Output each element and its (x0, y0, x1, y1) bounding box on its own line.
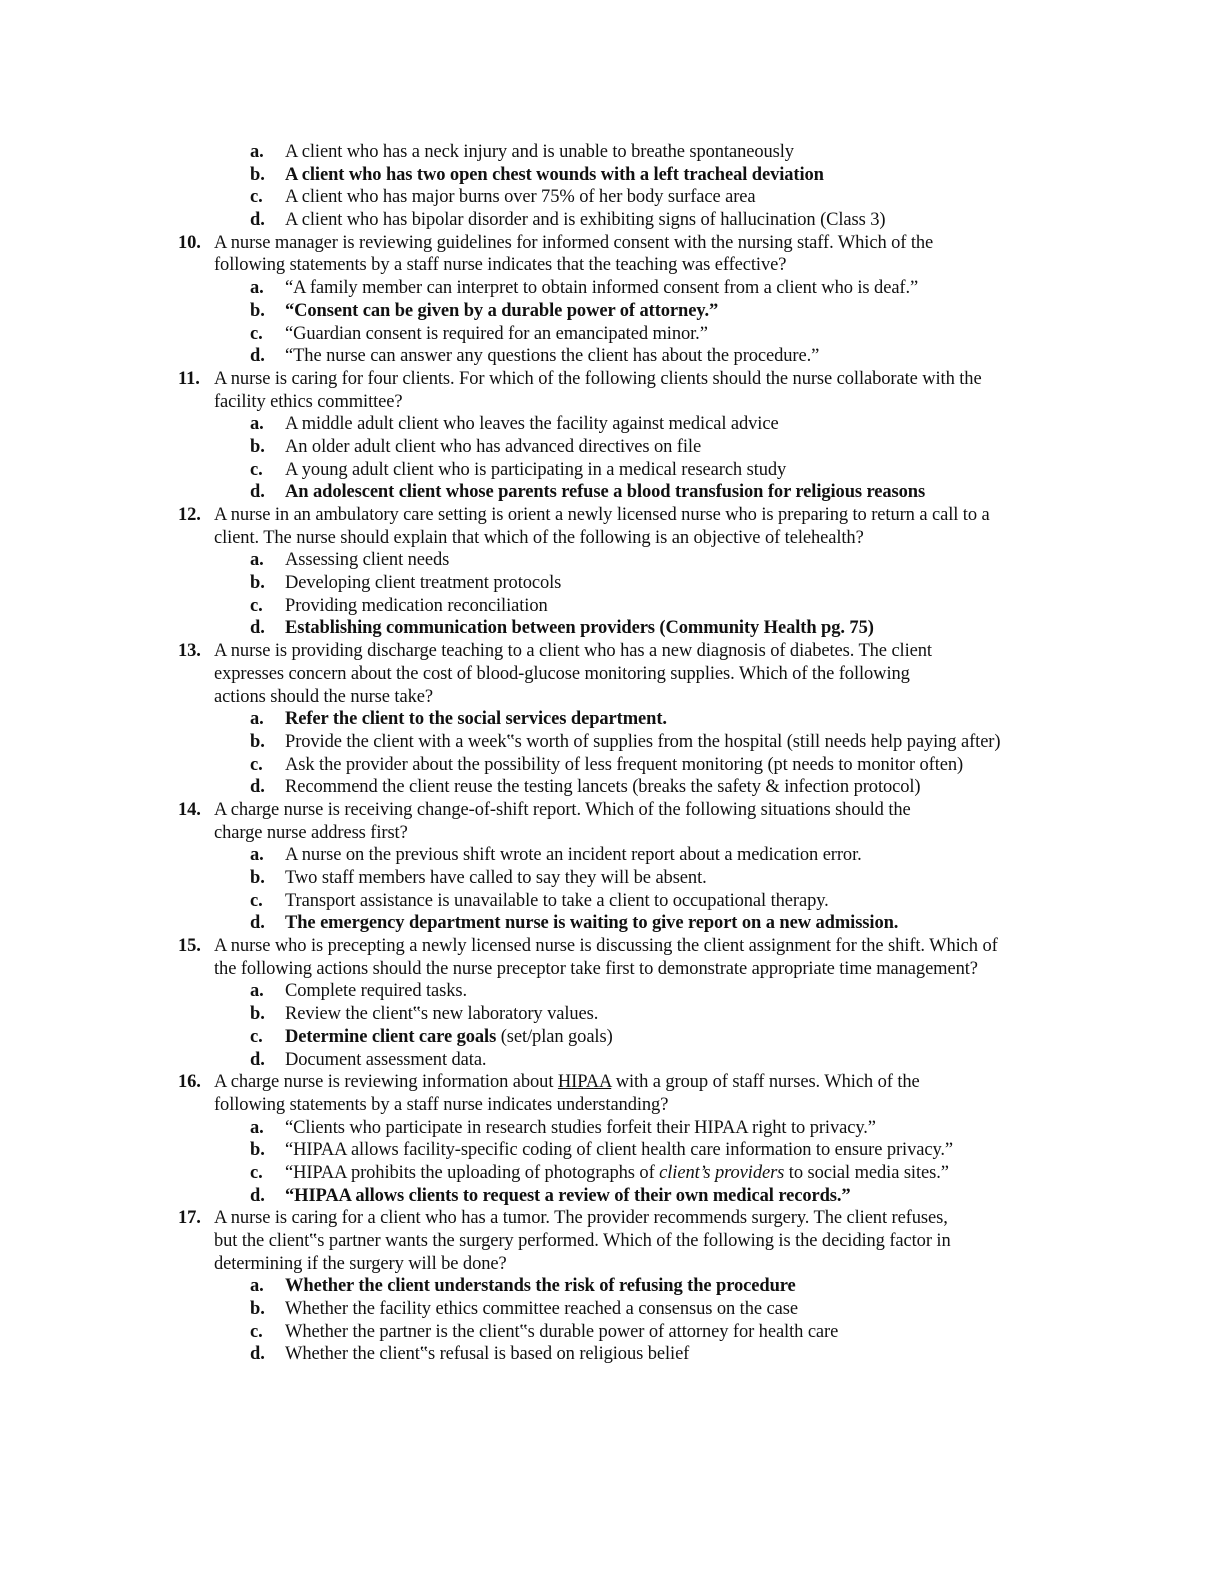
option-text (285, 413, 779, 436)
question-text (214, 232, 933, 255)
question-continuation (0, 686, 1224, 709)
answer-option (0, 1162, 1224, 1185)
option-text (285, 459, 786, 482)
bold-answer-text: An adolescent client whose parents refuse a blood transfusion for religious reasons (285, 482, 926, 503)
option-text (285, 1139, 953, 1162)
answer-option (0, 1049, 1224, 1072)
question-continuation (0, 958, 1224, 981)
answer-option (0, 1321, 1224, 1344)
bold-answer-text: “HIPAA allows clients to request a review of their own medical records.” (285, 1185, 851, 1206)
underlined-term: HIPAA (557, 1072, 612, 1093)
answer-option (0, 277, 1224, 300)
question-number: 11. (178, 368, 200, 389)
text-run: A client who has bipolar disorder and is exhibiting signs of hallucination (Class 3) (285, 210, 886, 231)
text-run: A client who has major burns over 75% of her body surface area (285, 187, 756, 208)
question-continuation (0, 391, 1224, 414)
answer-option (0, 1003, 1224, 1026)
option-letter: b. (250, 731, 265, 752)
text-run: Two staff members have called to say they will be absent. (285, 868, 707, 888)
option-text (285, 277, 918, 300)
text-run: A middle adult client who leaves the facility against medical advice (285, 414, 779, 435)
answer-option (0, 1026, 1224, 1049)
text-run: “HIPAA prohibits the uploading of photographs of (285, 1162, 660, 1183)
answer-option (0, 595, 1224, 618)
text-run: to social media sites.” (784, 1162, 949, 1183)
question-text (214, 254, 786, 277)
text-run: An older adult client who has advanced directives on file (285, 436, 702, 457)
option-text (285, 776, 921, 799)
text-run: “Clients who participate in research studies forfeit their HIPAA right to privacy.” (285, 1117, 876, 1138)
option-letter: c. (250, 1321, 263, 1342)
question-line (0, 368, 1224, 391)
question-continuation (0, 1230, 1224, 1253)
text-run: Whether the client‟s refusal is based on religious belief (285, 1344, 690, 1365)
answer-option (0, 481, 1224, 504)
text-run: A nurse on the previous shift wrote an incident report about a medication error. (285, 845, 862, 866)
text-run: but the client‟s partner wants the surgery performed. Which of the following is the deciding factor in (214, 1231, 951, 1251)
answer-option (0, 731, 1224, 754)
option-letter: b. (250, 436, 265, 457)
question-continuation (0, 663, 1224, 686)
bold-answer-text: The emergency department nurse is waiting to give report on a new admission. (285, 913, 899, 934)
answer-option (0, 436, 1224, 459)
question-continuation (0, 822, 1224, 845)
answer-option (0, 141, 1224, 164)
answer-option (0, 164, 1224, 187)
text-run: Whether the facility ethics committee reached a consensus on the case (285, 1299, 798, 1320)
text-run: A nurse in an ambulatory care setting is orient a newly licensed nurse who is preparing to return a call to a (214, 505, 990, 525)
text-run: expresses concern about the cost of blood-glucose monitoring supplies. Which of the following (214, 663, 910, 684)
text-run: with a group of staff nurses. Which of the (611, 1072, 920, 1093)
question-number: 13. (178, 641, 201, 662)
text-run: following statements by a staff nurse indicates that the teaching was effective? (214, 255, 787, 276)
text-run: “The nurse can answer any questions the client has about the procedure.” (285, 346, 820, 367)
option-text (285, 1117, 876, 1140)
option-text (285, 867, 707, 890)
text-run: Complete required tasks. (285, 981, 468, 1002)
option-letter: d. (250, 1049, 265, 1070)
question-number: 14. (178, 799, 201, 820)
question-text (214, 527, 864, 550)
option-text (285, 1003, 598, 1026)
question-text (214, 1230, 951, 1253)
answer-option (0, 776, 1224, 799)
option-letter: b. (250, 1140, 265, 1161)
text-run: A nurse is caring for four clients. For which of the following clients should the nurse collaborate with the (214, 368, 982, 389)
answer-option (0, 549, 1224, 572)
text-run: “Guardian consent is required for an emancipated minor.” (285, 323, 708, 344)
option-letter: c. (250, 323, 263, 344)
option-letter: a. (250, 981, 264, 1002)
answer-option (0, 867, 1224, 890)
question-continuation (0, 527, 1224, 550)
option-text (285, 595, 548, 618)
answer-option (0, 459, 1224, 482)
question-line (0, 1207, 1224, 1230)
question-number: 17. (178, 1208, 201, 1229)
text-run: A charge nurse is reviewing information about (214, 1072, 558, 1093)
question-number: 15. (178, 936, 201, 957)
option-letter: d. (250, 482, 265, 503)
text-run: Providing medication reconciliation (285, 595, 548, 616)
answer-option (0, 844, 1224, 867)
option-letter: d. (250, 618, 265, 639)
text-run: Whether the partner is the client‟s durable power of attorney for health care (285, 1321, 839, 1342)
text-run: A nurse who is precepting a newly licensed nurse is discussing the client assignment for the shift. Which of (214, 936, 998, 957)
bold-answer-text: Refer the client to the social services department. (285, 709, 667, 730)
option-text (285, 323, 708, 346)
question-line (0, 504, 1224, 527)
answer-option (0, 323, 1224, 346)
text-run: Review the client‟s new laboratory values. (285, 1004, 599, 1025)
option-text (285, 345, 819, 368)
text-run: following statements by a staff nurse indicates understanding? (214, 1094, 669, 1115)
italic-text: client’s providers (659, 1162, 785, 1183)
option-text (285, 481, 925, 504)
text-run: facility ethics committee? (214, 391, 403, 412)
bold-answer-text: “Consent can be given by a durable power of attorney.” (285, 300, 719, 321)
answer-option (0, 186, 1224, 209)
option-text (285, 164, 824, 187)
option-text (285, 1049, 486, 1072)
option-text (285, 1343, 689, 1366)
option-text (285, 890, 829, 913)
answer-option (0, 572, 1224, 595)
question-text (214, 935, 998, 958)
option-text (285, 300, 718, 323)
text-run: A charge nurse is receiving change-of-shift report. Which of the following situations should the (214, 799, 911, 820)
document-page (0, 141, 1224, 1366)
question-text (214, 368, 982, 391)
option-letter: b. (250, 164, 265, 185)
question-text (214, 1071, 920, 1094)
question-text (214, 799, 911, 822)
text-run: A nurse is caring for a client who has a tumor. The provider recommends surgery. The client refuses, (214, 1208, 948, 1229)
text-run: client. The nurse should explain that which of the following is an objective of telehealth? (214, 527, 864, 548)
answer-option (0, 1139, 1224, 1162)
question-continuation (0, 254, 1224, 277)
option-letter: c. (250, 187, 263, 208)
option-text (285, 1162, 949, 1185)
option-letter: d. (250, 210, 265, 231)
option-text (285, 1321, 838, 1344)
option-letter: c. (250, 459, 263, 480)
option-text (285, 572, 561, 595)
answer-option (0, 980, 1224, 1003)
answer-option (0, 345, 1224, 368)
option-text (285, 617, 874, 640)
question-text (214, 822, 408, 845)
bold-answer-text: Whether the client understands the risk of refusing the procedure (285, 1276, 796, 1297)
text-run: “HIPAA allows facility-specific coding of client health care information to ensure privacy.” (285, 1140, 954, 1161)
option-letter: c. (250, 1026, 263, 1047)
option-letter: a. (250, 709, 264, 730)
answer-option (0, 209, 1224, 232)
option-text (285, 844, 862, 867)
option-letter: a. (250, 845, 264, 866)
text-run: Ask the provider about the possibility of less frequent monitoring (pt needs to monitor often) (285, 754, 964, 775)
option-text (285, 754, 963, 777)
text-run: A client who has a neck injury and is unable to breathe spontaneously (285, 142, 794, 162)
text-run: the following actions should the nurse preceptor take first to demonstrate appropriate time management? (214, 958, 978, 979)
text-run: A nurse is providing discharge teaching to a client who has a new diagnosis of diabetes. The client (214, 641, 932, 662)
option-text (285, 186, 756, 209)
answer-option (0, 1275, 1224, 1298)
option-letter: b. (250, 1004, 265, 1025)
text-run: Assessing client needs (285, 550, 450, 571)
option-letter: d. (250, 777, 265, 798)
question-text (214, 958, 978, 981)
question-line (0, 232, 1224, 255)
question-continuation (0, 1253, 1224, 1276)
text-run: Recommend the client reuse the testing lancets (breaks the safety & infection protocol) (285, 777, 921, 798)
bold-answer-text: Determine client care goals (285, 1026, 497, 1047)
question-text (214, 663, 910, 686)
text-run: Provide the client with a week‟s worth of supplies from the hospital (still needs help paying after) (285, 731, 1001, 752)
text-run: actions should the nurse take? (214, 686, 433, 707)
option-letter: a. (250, 1117, 264, 1138)
answer-option (0, 912, 1224, 935)
option-text (285, 141, 794, 164)
option-letter: b. (250, 573, 265, 594)
option-text (285, 731, 1000, 754)
text-run: A young adult client who is participating in a medical research study (285, 459, 787, 480)
option-text (285, 912, 898, 935)
answer-option (0, 300, 1224, 323)
text-run: charge nurse address first? (214, 822, 408, 843)
option-letter: b. (250, 1299, 265, 1320)
text-run: determining if the surgery will be done? (214, 1253, 507, 1274)
option-text (285, 209, 885, 232)
option-letter: c. (250, 890, 263, 911)
question-text (214, 504, 990, 527)
option-letter: a. (250, 1276, 264, 1297)
option-text (285, 1298, 798, 1321)
answer-option (0, 1117, 1224, 1140)
text-run: Transport assistance is unavailable to take a client to occupational therapy. (285, 890, 829, 911)
option-text (285, 1275, 796, 1298)
option-letter: a. (250, 414, 264, 435)
answer-option (0, 617, 1224, 640)
option-letter: a. (250, 278, 264, 299)
option-text (285, 549, 449, 572)
question-text (214, 391, 403, 414)
question-text (214, 1253, 507, 1276)
question-text (214, 1207, 948, 1230)
answer-option (0, 754, 1224, 777)
option-text (285, 708, 667, 731)
option-text (285, 980, 467, 1003)
text-run: “A family member can interpret to obtain informed consent from a client who is deaf.” (285, 278, 919, 299)
option-text (285, 436, 701, 459)
question-line (0, 935, 1224, 958)
question-line (0, 1071, 1224, 1094)
answer-option (0, 1298, 1224, 1321)
answer-option (0, 1185, 1224, 1208)
option-text (285, 1026, 613, 1049)
option-letter: d. (250, 913, 265, 934)
option-letter: d. (250, 1185, 265, 1206)
question-continuation (0, 1094, 1224, 1117)
bold-answer-text: Establishing communication between providers (Community Health pg. 75) (285, 618, 874, 639)
text-run: A nurse manager is reviewing guidelines for informed consent with the nursing staff. Which of the (214, 232, 934, 253)
question-text (214, 686, 433, 709)
question-number: 12. (178, 505, 201, 525)
option-letter: c. (250, 1162, 263, 1183)
question-line (0, 640, 1224, 663)
option-letter: d. (250, 346, 265, 367)
answer-option (0, 890, 1224, 913)
option-letter: a. (250, 550, 264, 571)
option-text (285, 1185, 851, 1208)
question-number: 16. (178, 1072, 201, 1093)
text-run: Document assessment data. (285, 1049, 487, 1070)
option-letter: b. (250, 868, 265, 888)
question-line (0, 799, 1224, 822)
option-letter: a. (250, 142, 264, 162)
answer-option (0, 413, 1224, 436)
answer-option (0, 708, 1224, 731)
text-run: (set/plan goals) (496, 1026, 613, 1047)
question-text (214, 1094, 668, 1117)
question-number: 10. (178, 232, 201, 253)
option-letter: c. (250, 754, 263, 775)
answer-option (0, 1343, 1224, 1366)
bold-answer-text: A client who has two open chest wounds with a left tracheal deviation (285, 164, 824, 185)
option-letter: c. (250, 595, 263, 616)
text-run: Developing client treatment protocols (285, 573, 562, 594)
option-letter: b. (250, 300, 265, 321)
option-letter: d. (250, 1344, 265, 1365)
question-text (214, 640, 932, 663)
